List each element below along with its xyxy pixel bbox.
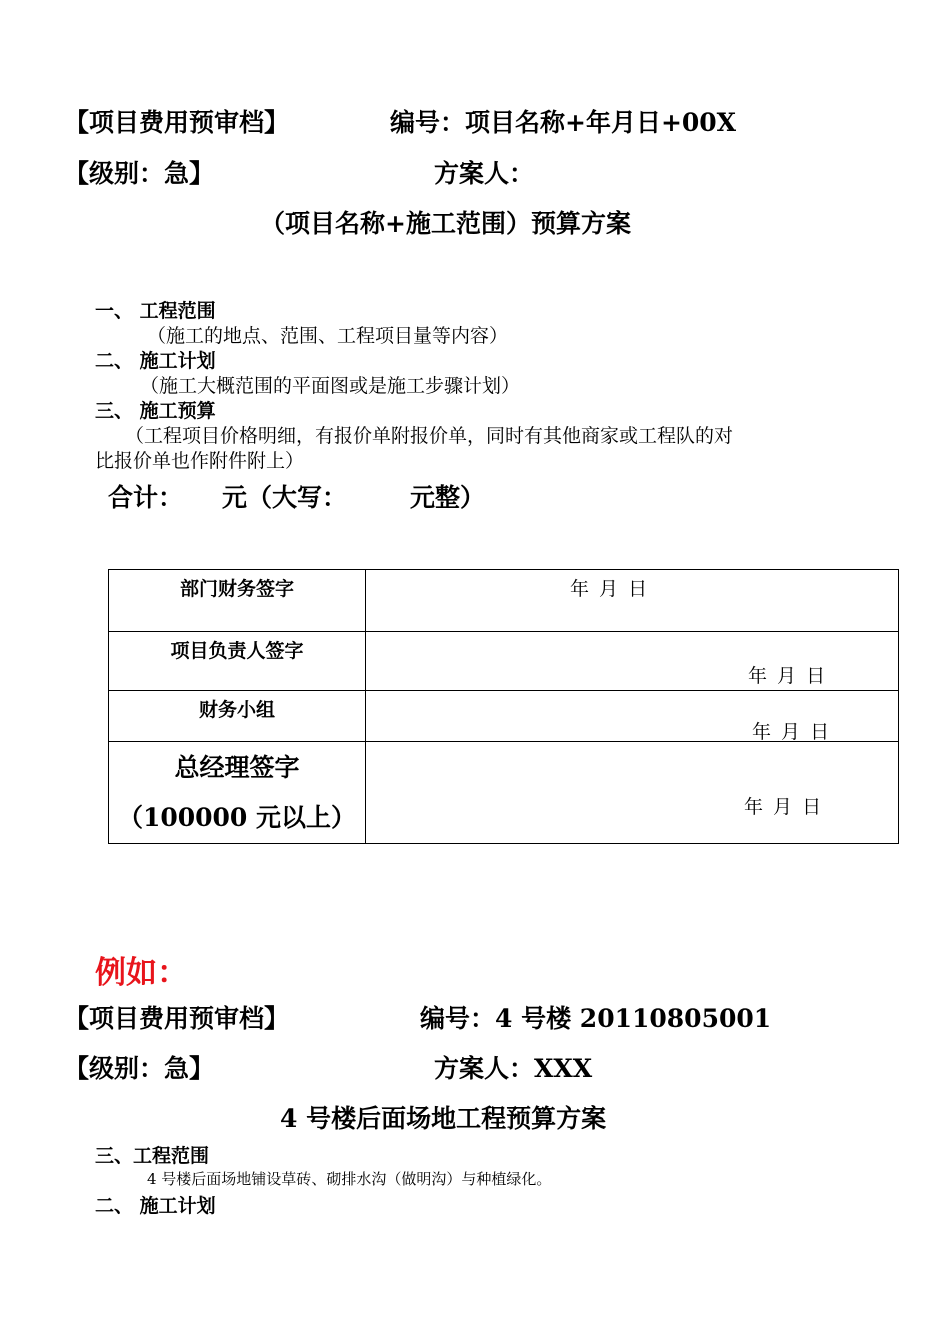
example-tag: 例如： <box>95 955 188 991</box>
sign-date: 年 月 日 <box>570 578 650 600</box>
example-section-heading-1: 三、工程范围 <box>95 1145 210 1167</box>
signature-table <box>108 569 899 844</box>
sign-date-cell[interactable] <box>366 570 899 632</box>
sign-date-cell[interactable] <box>366 632 899 691</box>
section-heading-1: 一、 工程范围 <box>95 300 216 322</box>
total-label: 合计： <box>108 483 184 512</box>
header-number-label: 编号：项目名称+年月日+00X <box>390 108 737 137</box>
sign-date-cell[interactable] <box>366 742 899 844</box>
sign-label-project-lead: 项目负责人签字 <box>170 640 304 662</box>
section-body-1: （施工的地点、范围、工程项目量等内容） <box>147 325 509 347</box>
total-zheng-label: 元整） <box>410 483 486 512</box>
example-header-number-label: 编号：4 号楼 20110805001 <box>420 1004 772 1033</box>
total-yuan-label: 元（大写： <box>222 483 348 512</box>
example-planner-label: 方案人：XXX <box>434 1054 593 1083</box>
page-title: （项目名称+施工范围）预算方案 <box>260 209 631 238</box>
section-body-3-line2: 比报价单也作附件附上） <box>95 450 305 472</box>
planner-label: 方案人： <box>434 159 535 188</box>
sign-label-cell <box>109 742 366 844</box>
section-heading-3: 三、 施工预算 <box>95 400 216 422</box>
sign-label-gm: 总经理签字 <box>174 753 300 782</box>
level-label: 【级别：急】 <box>64 159 215 188</box>
table-row <box>109 632 899 691</box>
sign-label-cell <box>109 632 366 691</box>
example-level-label: 【级别：急】 <box>64 1054 215 1083</box>
section-body-3-line1: （工程项目价格明细，有报价单附报价单，同时有其他商家或工程队的对 <box>125 425 734 447</box>
section-heading-2: 二、 施工计划 <box>95 350 216 372</box>
sign-label-cell <box>109 691 366 742</box>
header-archive-label: 【项目费用预审档】 <box>64 108 290 137</box>
sign-label-finance-group: 财务小组 <box>198 699 275 721</box>
example-header-archive-label: 【项目费用预审档】 <box>64 1004 290 1033</box>
sign-date-cell[interactable] <box>366 691 899 742</box>
sign-date: 年 月 日 <box>748 665 828 687</box>
example-section-body-1: 4 号楼后面场地铺设草砖、砌排水沟（做明沟）与种植绿化。 <box>147 1170 552 1188</box>
table-row <box>109 691 899 742</box>
section-body-2: （施工大概范围的平面图或是施工步骤计划） <box>140 375 521 397</box>
sign-label-finance-dept: 部门财务签字 <box>179 578 294 600</box>
table-row <box>109 570 899 632</box>
sign-date: 年 月 日 <box>744 796 824 818</box>
example-title: 4 号楼后面场地工程预算方案 <box>280 1104 607 1133</box>
sign-date: 年 月 日 <box>752 721 832 743</box>
sign-label-cell <box>109 570 366 632</box>
table-row <box>109 742 899 844</box>
example-section-heading-2: 二、 施工计划 <box>95 1195 216 1217</box>
sign-label-gm-note: （100000 元以上） <box>117 803 357 832</box>
